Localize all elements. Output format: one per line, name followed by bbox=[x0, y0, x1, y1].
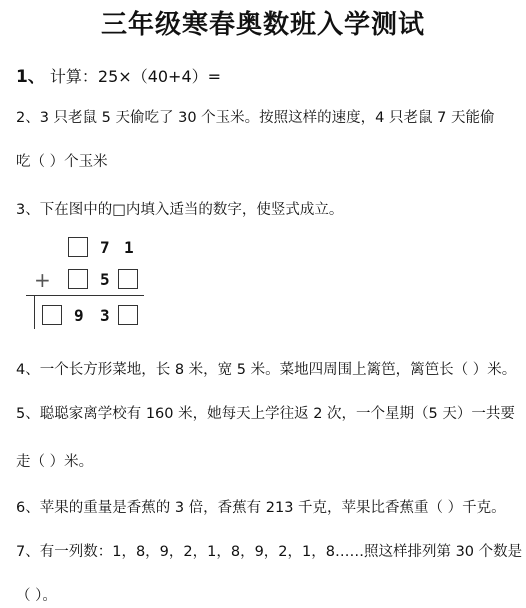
plus-sign: + bbox=[34, 268, 51, 292]
question-7-line-1: 7、有一列数：1，8，9，2，1，8，9，2，1，8……照这样排列第 30 个数是 bbox=[16, 544, 523, 560]
answer-box[interactable] bbox=[68, 269, 88, 289]
question-2-line-2: 吃（ ）个玉米 bbox=[16, 154, 108, 170]
question-number: 1、 bbox=[16, 67, 45, 87]
answer-box[interactable] bbox=[42, 305, 62, 325]
question-4: 4、一个长方形菜地，长 8 米，宽 5 米。菜地四周围上篱笆，篱笆长（ ）米。 bbox=[16, 362, 517, 378]
answer-box[interactable] bbox=[118, 269, 138, 289]
sum-line bbox=[26, 295, 144, 296]
digit: 5 bbox=[100, 270, 110, 289]
question-2-line-1: 2、3 只老鼠 5 天偷吃了 30 个玉米。按照这样的速度，4 只老鼠 7 天能偷 bbox=[16, 110, 495, 126]
question-5-line-2: 走（ ）米。 bbox=[16, 454, 94, 470]
digit: 9 bbox=[74, 306, 84, 325]
digit: 1 bbox=[124, 238, 134, 257]
question-5-line-1: 5、聪聪家离学校有 160 米，她每天上学往返 2 次，一个星期（5 天）一共要 bbox=[16, 406, 515, 422]
digit: 3 bbox=[100, 306, 110, 325]
digit: 7 bbox=[100, 238, 110, 257]
question-6: 6、苹果的重量是香蕉的 3 倍，香蕉有 213 千克，苹果比香蕉重（ ）千克。 bbox=[16, 500, 506, 516]
answer-box[interactable] bbox=[68, 237, 88, 257]
page-title: 三年级寒春奥数班入学测试 bbox=[100, 10, 425, 40]
question-7-line-2: （ ）。 bbox=[16, 588, 57, 604]
vertical-line bbox=[34, 295, 35, 329]
question-3: 3、下在图中的□内填入适当的数字，使竖式成立。 bbox=[16, 202, 344, 218]
vertical-addition bbox=[20, 232, 160, 340]
question-text: 计算：25×（40+4）= bbox=[44, 67, 222, 86]
question-1 bbox=[16, 62, 221, 87]
answer-box[interactable] bbox=[118, 305, 138, 325]
